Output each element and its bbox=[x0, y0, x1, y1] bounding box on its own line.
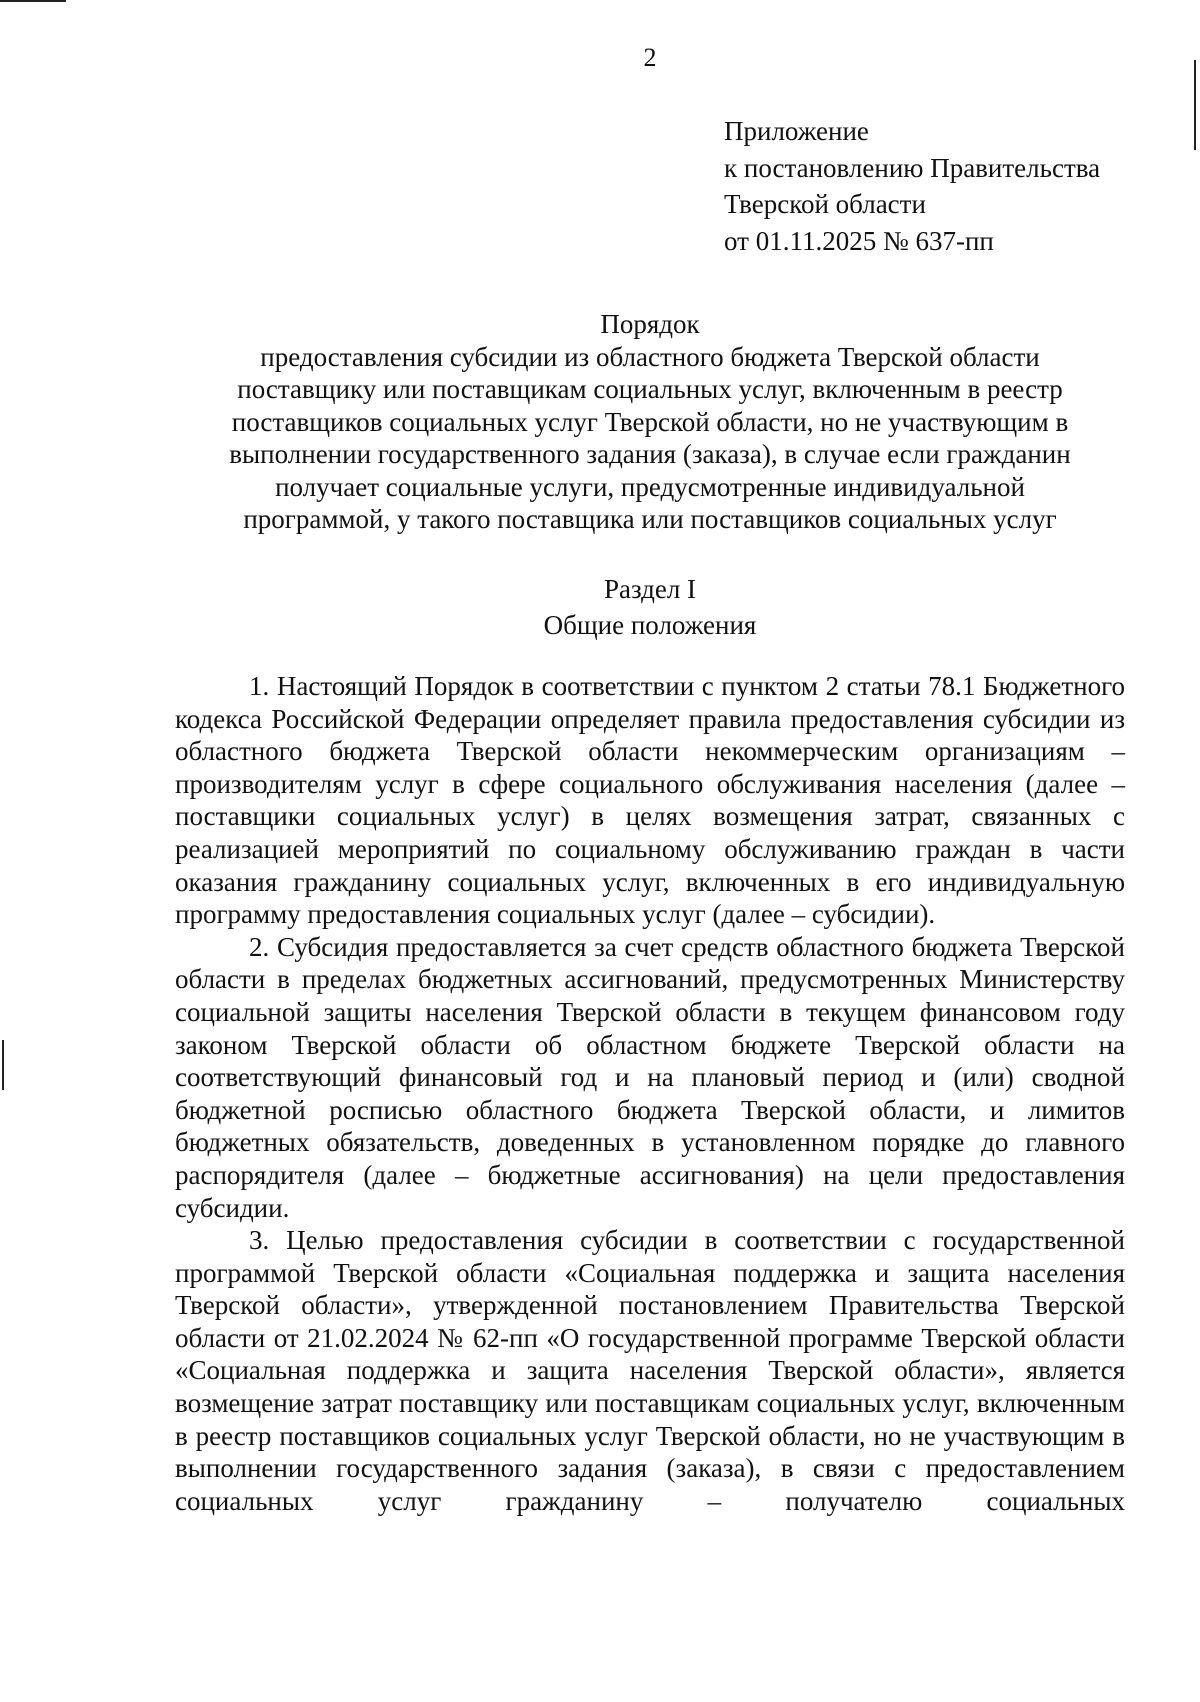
heading-line: предоставления субсидии из областного бюджета Тверской области bbox=[260, 341, 1040, 372]
heading-line: поставщику или поставщикам социальных услуг, включенным в реестр bbox=[237, 374, 1063, 404]
section-heading bbox=[175, 571, 1125, 643]
appendix-line: от 01.11.2025 № 637-пп bbox=[724, 225, 994, 256]
scan-edge-top bbox=[0, 0, 66, 2]
heading-line: программой, у такого поставщика или поставщиков социальных услуг bbox=[243, 504, 1057, 534]
paragraph-2: 2. Субсидия предоставляется за счет средств областного бюджета Тверской области в пределах бюджетных ассигнований, предусмотренных Министерству социальной защиты населения Тверской области в текущем финансовом году законом Тверской области об областном бюджете Тверской области на соответствующий финансовый год и на плановый период и (или) сводной бюджетной росписью областного бюджета Тверской области, и лимитов бюджетных обязательств, доведенных в установленном порядке до главного распорядителя (далее – бюджетные ассигнования) на цели предоставления субсидии. bbox=[175, 931, 1125, 1223]
page-number: 2 bbox=[643, 43, 657, 72]
appendix-block bbox=[724, 113, 1100, 259]
appendix-line: Приложение bbox=[724, 116, 869, 146]
scan-edge-left bbox=[2, 1040, 4, 1090]
paragraph-3: 3. Целью предоставления субсидии в соответствии с государственной программой Тверской области «Социальная поддержка и защита населения Тверской области», утвержденной постановлением Правительства Тверской области от 21.02.2024 № 62-пп «О государственной программе Тверской области «Социальная поддержка и защита населения Тверской области», является возмещение затрат поставщику или поставщикам социальных услуг, включенным в реестр поставщиков социальных услуг Тверской области, но не участвующим в выполнении государственного задания (заказа), в связи с предоставлением социальных услуг гражданину – получателю социальных bbox=[175, 1225, 1125, 1516]
appendix-line: к постановлению Правительства bbox=[724, 152, 1101, 183]
heading-line: поставщиков социальных услуг Тверской области, но не участвующим в bbox=[231, 406, 1069, 437]
paragraph-1: 1. Настоящий Порядок в соответствии с пунктом 2 статьи 78.1 Бюджетного кодекса Российской Федерации определяет правила предоставления субсидии из областного бюджета Тверской области некоммерческим организациям – производителям услуг в сфере социального обслуживания населения (далее – поставщики социальных услуг) в целях возмещения затрат, связанных с реализацией мероприятий по социальному обслуживанию граждан в части оказания гражданину социальных услуг, включенных в его индивидуальную программу предоставления социальных услуг (далее – субсидии). bbox=[175, 671, 1125, 930]
body-text bbox=[175, 670, 1125, 1517]
appendix-line: Тверской области bbox=[724, 189, 926, 219]
heading-line: получает социальные услуги, предусмотренные индивидуальной bbox=[275, 471, 1025, 502]
heading-line: выполнении государственного задания (заказа), в случае если гражданин bbox=[229, 439, 1071, 469]
heading-title: Порядок bbox=[600, 309, 700, 339]
section-number: Раздел I bbox=[603, 574, 697, 604]
document-heading bbox=[175, 308, 1125, 536]
section-title: Общие положения bbox=[543, 610, 757, 640]
